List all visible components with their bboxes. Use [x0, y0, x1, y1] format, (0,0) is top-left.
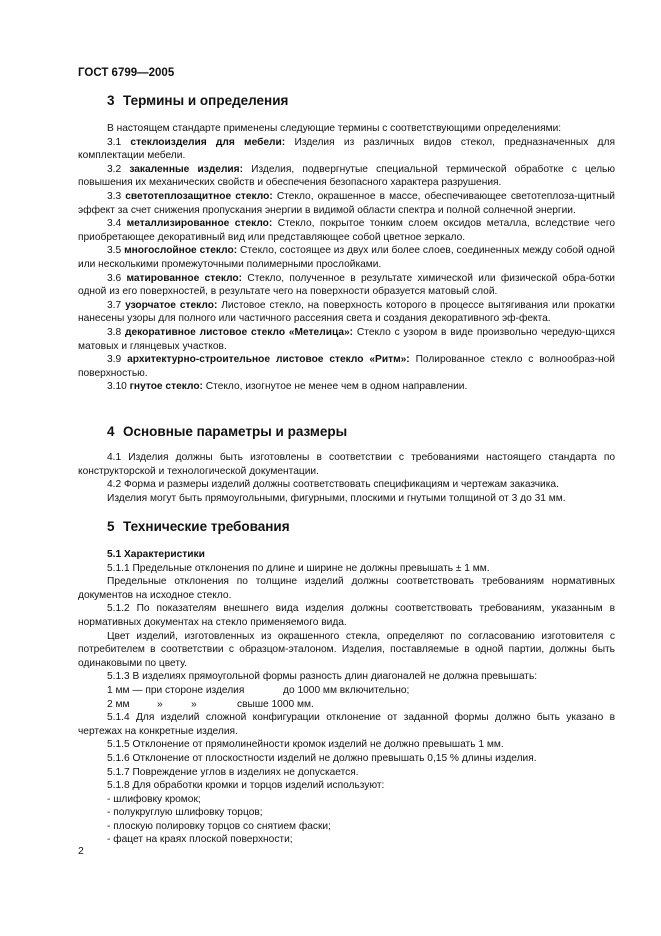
diagonal-row-1: 1 мм — при стороне изделия до 1000 мм включительно; [107, 684, 410, 696]
clause-4-1: 4.1 Изделия должны быть изготовлены в соответствии с требованиями настоящего стандарта по конструкторской и технологической документации. [78, 452, 615, 477]
clause-5-1-2: 5.1.2 По показателям внешнего вида изделия должны соответствовать требованиям, указанным в нормативных документах на стекло применяемого вида. [78, 603, 615, 628]
section-4-title: Основные параметры и размеры [123, 424, 348, 439]
section-5-heading [107, 519, 290, 534]
clause-5-1-2-note: Цвет изделий, изготовленных из окрашенного стекла, определяют по согласованию изготовителя с потребителем в соответствии с образцом-эталоном. Изделия, поставляемые в одной партии, должны быть одинаковыми по цвету. [78, 630, 615, 669]
list-item: - полукруглую шлифовку торцов; [107, 807, 263, 819]
term-3-2: 3.2 закаленные изделия: Изделия, подвергнутые специальной термической обработке с целью повышения их механических свойств и обеспечения безопасного характера разрушения. [78, 163, 615, 189]
section-5-title: Технические требования [123, 519, 290, 534]
clause-5-1-7: 5.1.7 Повреждение углов в изделиях не допускается. [107, 766, 359, 778]
term-3-6: 3.6 матированное стекло: Стекло, полученное в результате химической или физической обра-ботки одной из его поверхностей, в результате чего на поверхности образуется матовый слой. [78, 272, 615, 298]
document-header: ГОСТ 6799—2005 [78, 67, 175, 79]
clause-5-1-4: 5.1.4 Для изделий сложной конфигурации отклонение от заданной формы должно быть указано в чертежах на конкретные изделия. [78, 712, 615, 737]
section-3-intro: В настоящем стандарте применены следующие термины с соответствующими определениями: [107, 123, 562, 134]
section-5-number: 5 [107, 519, 115, 534]
clause-5-1-8: 5.1.8 Для обработки кромки и торцов изделий используют: [107, 780, 385, 792]
term-3-1: 3.1 стеклоизделия для мебели: Изделия из различных видов стекол, предназначенных для комплектации мебели. [78, 136, 615, 162]
term-3-10: 3.10 гнутое стекло: Стекло, изогнутое не менее чем в одном направлении. [107, 381, 468, 393]
term-3-3: 3.3 светотеплозащитное стекло: Стекло, окрашенное в массе, обеспечивающее светотеплоза-щитный эффект за счет снижения пропускания энергии в видимой области спектра и полной солнечной энергии. [78, 190, 615, 216]
page-number: 2 [78, 845, 84, 857]
clause-5-1-3: 5.1.3 В изделиях прямоугольной формы разность длин диагоналей не должна превышать: [107, 671, 538, 683]
list-item: - шлифовку кромок; [107, 793, 201, 805]
term-3-4: 3.4 металлизированное стекло: Стекло, покрытое тонким слоем оксидов металла, вследствие чего приобретающее декоративный вид или представляющее собой цветное зеркало. [78, 218, 615, 243]
section-4-body [78, 451, 615, 505]
section-4-number: 4 [107, 424, 115, 439]
clause-5-1-1: 5.1.1 Предельные отклонения по длине и ширине не должны превышать ± 1 мм. [107, 562, 490, 574]
list-item: - плоскую полировку торцов со снятием фаски; [107, 820, 331, 832]
term-3-9: 3.9 архитектурно-строительное листовое стекло «Ритм»: Полированное стекло с волнообраз-ной поверхностью. [78, 354, 615, 379]
list-item: - фацет на краях плоской поверхности; [107, 834, 293, 846]
section-3-number: 3 [107, 93, 115, 108]
clause-5-1-1-note: Предельные отклонения по толщине изделий должны соответствовать требованиям нормативных документов на исходное стекло. [78, 576, 615, 601]
term-3-8: 3.8 декоративное листовое стекло «Метелица»: Стекло с узором в виде произвольно чередую-щихся матовых и глянцевых участков. [78, 326, 615, 352]
section-3-body [78, 122, 615, 394]
subsection-5-1-title: 5.1 Характеристики [107, 549, 205, 560]
section-3-heading [107, 93, 288, 108]
diagonal-row-2: 2 мм » » свыше 1000 мм. [107, 698, 314, 710]
section-3-title: Термины и определения [123, 93, 289, 108]
clause-4-2: 4.2 Форма и размеры изделий должны соответствовать спецификациям и чертежам заказчика. [107, 479, 559, 491]
clause-5-1-6: 5.1.6 Отклонение от плоскостности изделий не должно превышать 0,15 % длины изделия. [107, 752, 537, 764]
section-5-body [78, 548, 615, 847]
term-3-7: 3.7 узорчатое стекло: Листовое стекло, на поверхность которого в процессе вытягивания или прокатки нанесены узоры для полного или частичного рассеяния света и создания декоративного эф-фекта. [78, 299, 615, 325]
clause-5-1-5: 5.1.5 Отклонение от прямолинейности кромок изделий не должно превышать 1 мм. [107, 739, 504, 751]
section-4-heading [107, 424, 347, 439]
term-3-5: 3.5 многослойное стекло: Стекло, состоящее из двух или более слоев, соединенных между собой одной или несколькими промежуточными полимерными прослойками. [78, 245, 615, 270]
clause-4-2-note: Изделия могут быть прямоугольными, фигурными, плоскими и гнутыми толщиной от 3 до 31 мм. [107, 492, 566, 504]
